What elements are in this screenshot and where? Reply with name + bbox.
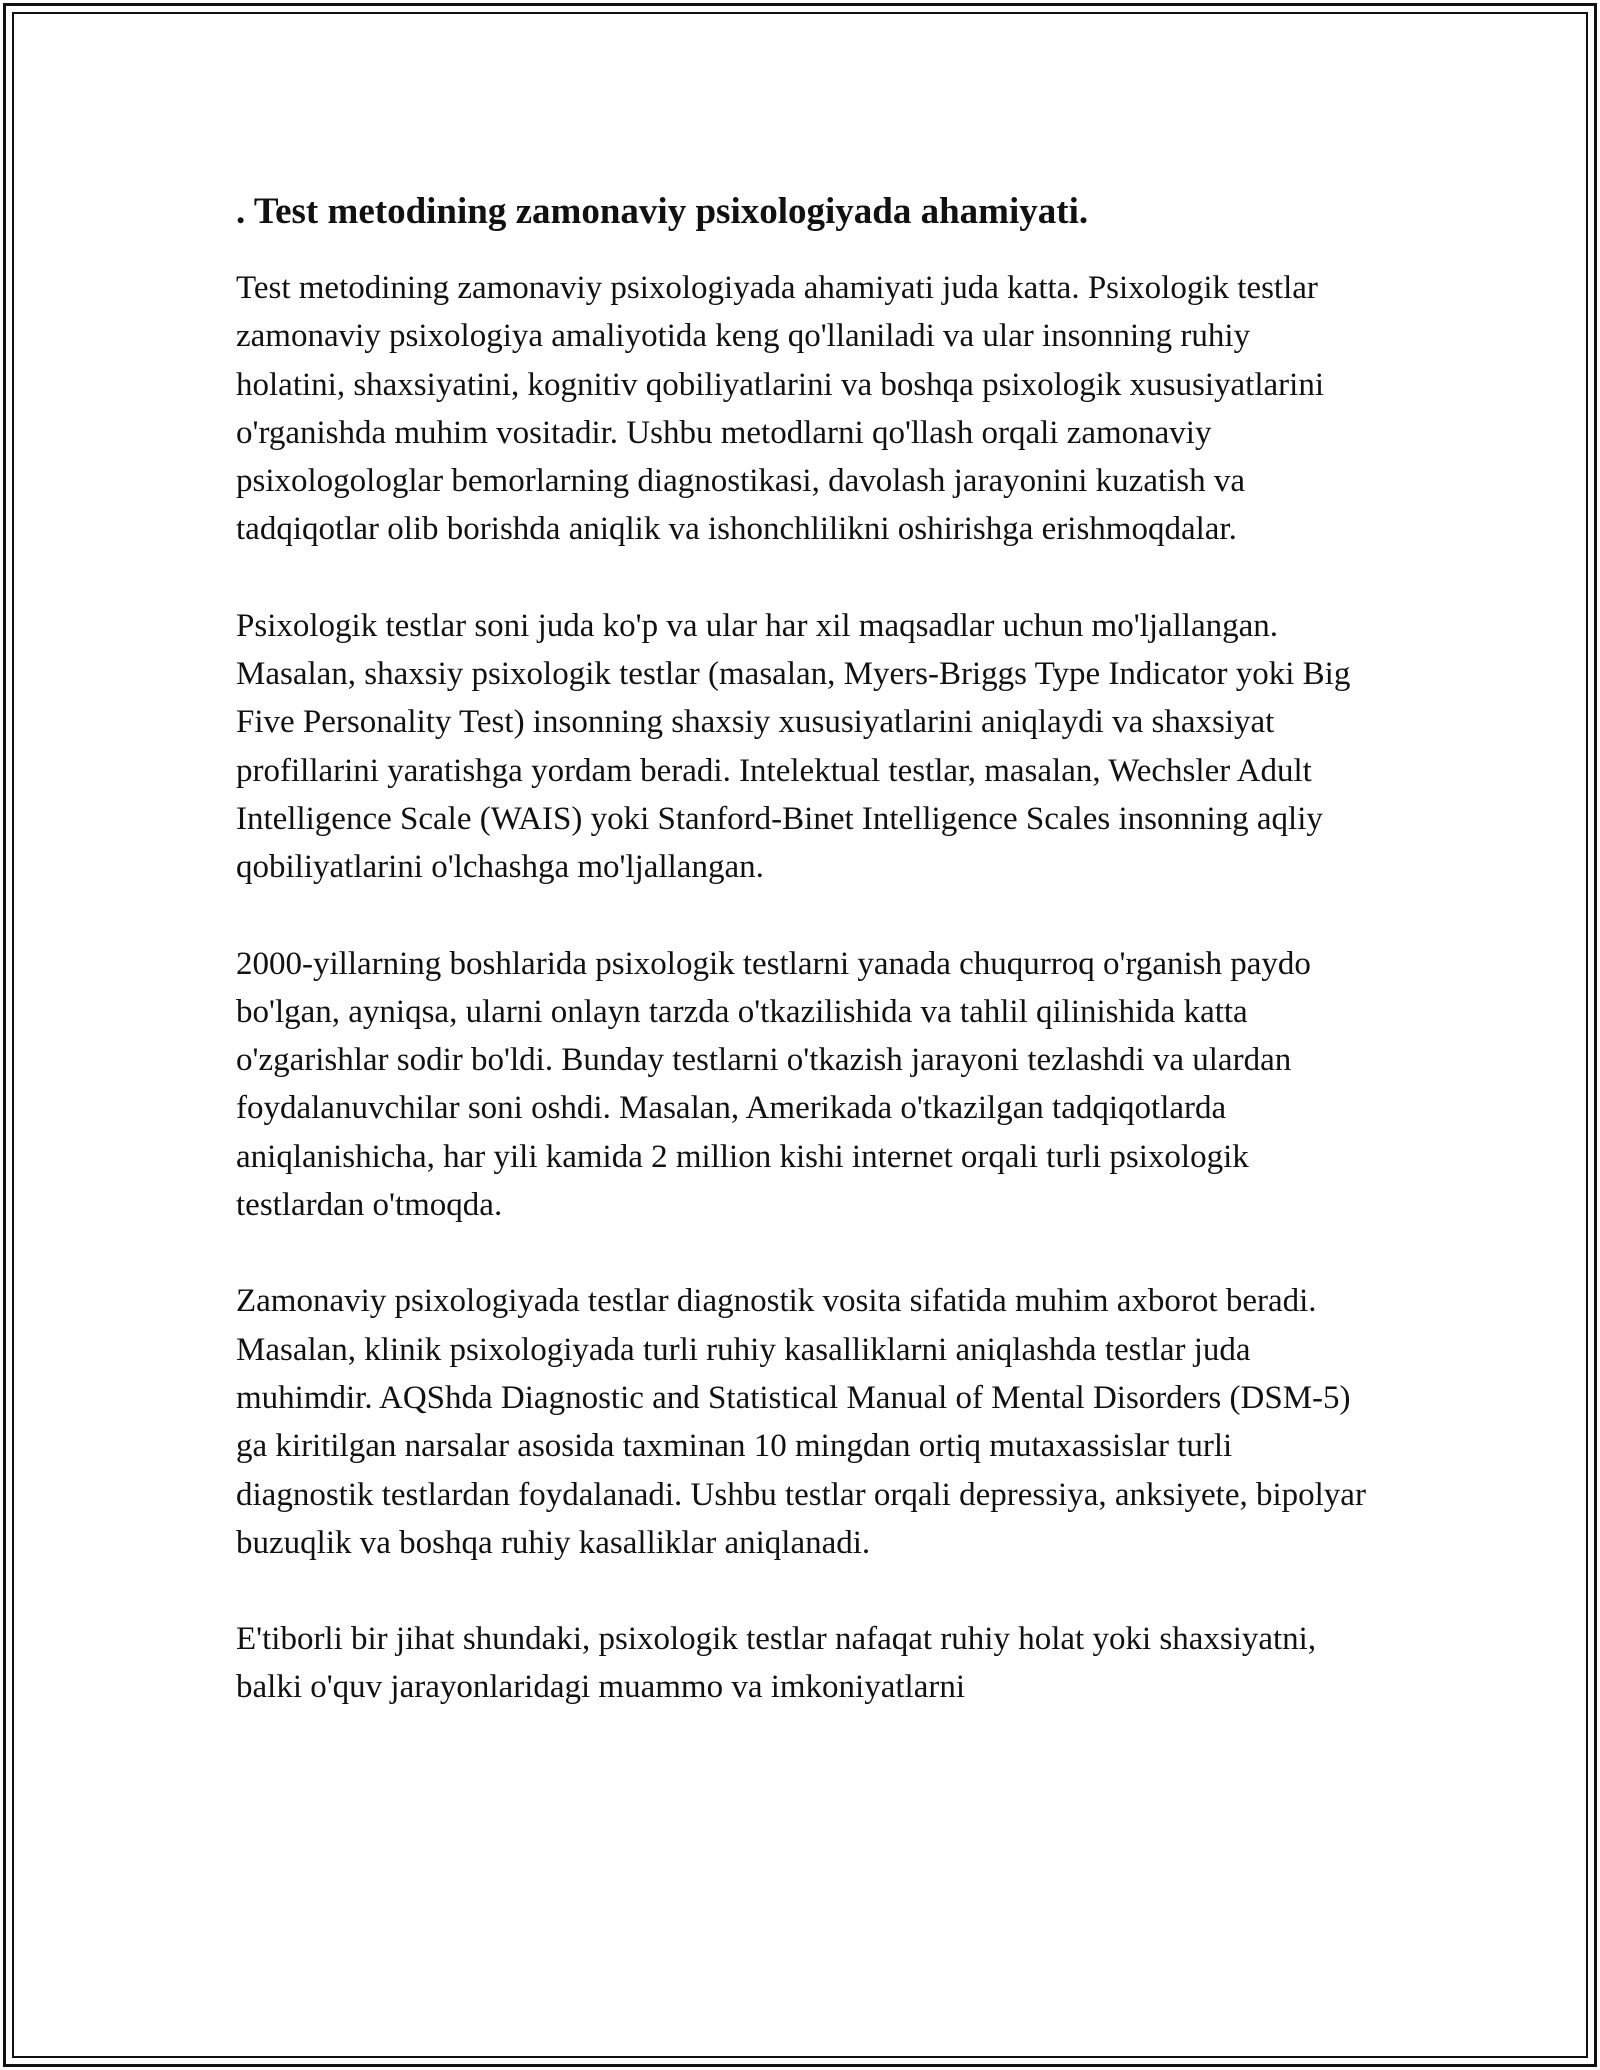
paragraph-1: Test metodining zamonaviy psixologiyada ahamiyati juda katta. Psixologik testlar zamonaviy psixologiya amaliyotida keng qo'llaniladi va ular insonning ruhiy holatini, shaxsiyatini, kognitiv qobiliyatlarini va boshqa psixologik xususiyatlarini o'rganishda muhim vositadir. Ushbu metodlarni qo'llash orqali zamonaviy psixologologlar bemorlarning diagnostikasi, davolash jarayonini kuzatish va tadqiqotlar olib borishda aniqlik va ishonchlilikni oshirishga erishmoqdalar.: [236, 270, 1324, 548]
paragraph-2: Psixologik testlar soni juda ko'p va ular har xil maqsadlar uchun mo'ljallangan. Masalan, shaxsiy psixologik testlar (masalan, Myers-Briggs Type Indicator yoki Big Five Personality Test) insonning shaxsiy xususiyatlarini aniqlaydi va shaxsiyat profillarini yaratishga yordam beradi. Intelektual testlar, masalan, Wechsler Adult Intelligence Scale (WAIS) yoki Stanford-Binet Intelligence Scales insonning aqliy qobiliyatlarini o'lchashga mo'ljallangan.: [236, 607, 1351, 886]
document-body: [236, 186, 1366, 1760]
section-heading: . Test metodining zamonaviy psixologiyada ahamiyati.: [236, 191, 1089, 232]
paragraph-4: Zamonaviy psixologiyada testlar diagnostik vosita sifatida muhim axborot beradi. Masalan, klinik psixologiyada turli ruhiy kasalliklarni aniqlashda testlar juda muhimdir. AQShda Diagnostic and Statistical Manual of Mental Disorders (DSM-5) ga kiritilgan narsalar asosida taxminan 10 mingdan ortiq mutaxassislar turli diagnostik testlardan foydalanadi. Ushbu testlar orqali depressiya, anksiyete, bipolyar buzuqlik va boshqa ruhiy kasalliklar aniqlanadi.: [236, 1283, 1366, 1561]
paragraph-5: E'tiborli bir jihat shundaki, psixologik testlar nafaqat ruhiy holat yoki shaxsiyatni, balki o'quv jarayonlaridagi muammo va imkoniyatlarni: [236, 1621, 1317, 1706]
paragraph-3: 2000-yillarning boshlarida psixologik testlarni yanada chuqurroq o'rganish paydo bo'lgan, ayniqsa, ularni onlayn tarzda o'tkazilishida va tahlil qilinishida katta o'zgarishlar sodir bo'ldi. Bunday testlarni o'tkazish jarayoni tezlashdi va ulardan foydalanuvchilar soni oshdi. Masalan, Amerikada o'tkazilgan tadqiqotlarda aniqlanishicha, har yili kamida 2 million kishi internet orqali turli psixologik testlardan o'tmoqda.: [236, 945, 1311, 1224]
